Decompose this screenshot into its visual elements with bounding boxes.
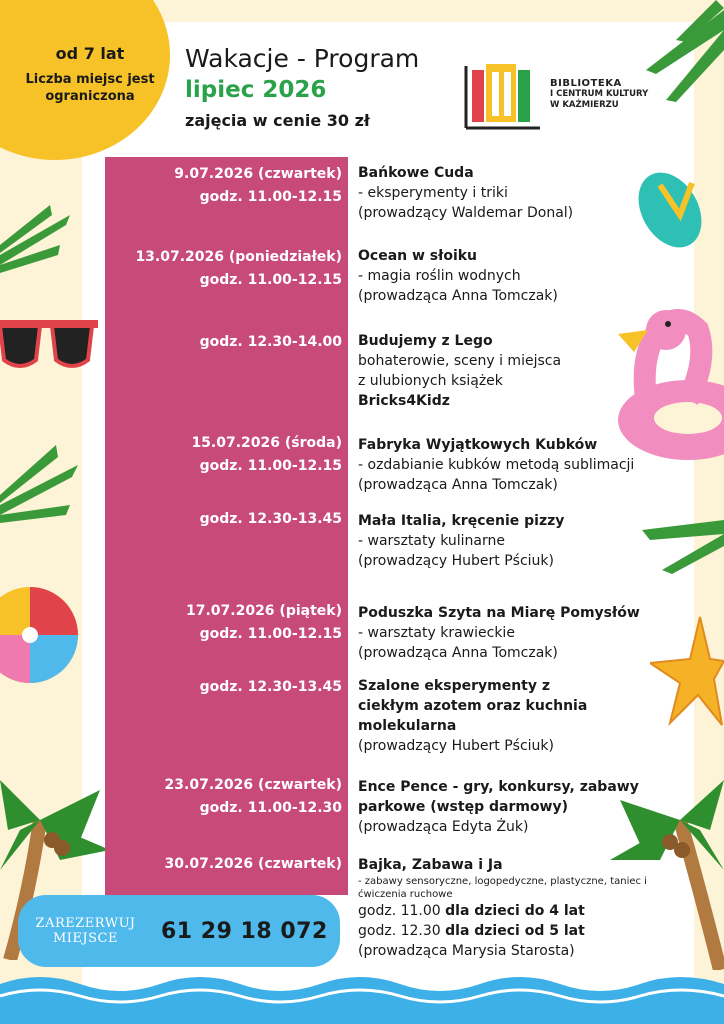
library-logo bbox=[462, 58, 648, 130]
event-date: godz. 12.30-13.45 bbox=[199, 511, 342, 527]
event-title: Budujemy z Lego bbox=[358, 333, 493, 349]
event-title: Szalone eksperymenty z ciekłym azotem oraz kuchnia molekularna bbox=[358, 678, 588, 734]
event-date: godz. 12.30-14.00 bbox=[199, 334, 342, 350]
event-title: Poduszka Szyta na Miarę Pomysłów bbox=[358, 605, 640, 621]
palm-leaf-icon bbox=[0, 445, 78, 545]
month-subtitle: lipiec 2026 bbox=[185, 77, 327, 103]
event-title: Bajka, Zabawa i Ja bbox=[358, 857, 503, 873]
library-name: BIBLIOTEKA I CENTRUM KULTURY W KAŹMIERZU bbox=[550, 77, 649, 110]
event-date: 17.07.2026 (piątek) godz. 11.00-12.15 bbox=[185, 603, 342, 642]
event-title: Bańkowe Cuda bbox=[358, 165, 474, 181]
water-wave-icon bbox=[0, 970, 724, 1024]
event-details: Ence Pence - gry, konkursy, zabawy parkowe (wstęp darmowy) (prowadząca Edyta Żuk) bbox=[358, 777, 673, 837]
palm-leaf-icon bbox=[636, 0, 724, 120]
event-title: Fabryka Wyjątkowych Kubków bbox=[358, 437, 598, 453]
event-details: Fabryka Wyjątkowych Kubków - ozdabianie kubków metodą sublimacji (prowadząca Anna Tomczak) bbox=[358, 435, 678, 495]
page-title: Wakacje - Program bbox=[185, 44, 420, 73]
event-title: Mała Italia, kręcenie pizzy bbox=[358, 513, 565, 529]
event-details: Bajka, Zabawa i Ja - zabawy sensoryczne, logopedyczne, plastyczne, taniec i ćwiczenia ruchowe godz. 11.00 dla dzieci do 4 lat godz. 12.30 dla dzieci od 5 lat (prowadząca Marysia Starosta) bbox=[358, 855, 658, 961]
event-details: Ocean w słoiku - magia roślin wodnych (prowadząca Anna Tomczak) bbox=[358, 246, 678, 306]
event-date: 9.07.2026 (czwartek) godz. 11.00-12.15 bbox=[174, 166, 342, 205]
limited-places-note: Liczba miejsc jest ograniczona bbox=[25, 72, 155, 104]
library-building-icon bbox=[462, 58, 544, 130]
event-date: 15.07.2026 (środa) godz. 11.00-12.15 bbox=[191, 435, 342, 474]
event-date: 23.07.2026 (czwartek) godz. 11.00-12.30 bbox=[164, 777, 342, 816]
event-title: Ence Pence - gry, konkursy, zabawy parkowe (wstęp darmowy) bbox=[358, 779, 639, 815]
price-note: zajęcia w cenie 30 zł bbox=[185, 111, 370, 130]
sunglasses-icon bbox=[0, 312, 98, 372]
palm-leaf-icon bbox=[0, 205, 70, 295]
event-title: Ocean w słoiku bbox=[358, 248, 478, 264]
event-date: 13.07.2026 (poniedziałek) godz. 11.00-12.15 bbox=[135, 249, 342, 288]
beach-ball-icon bbox=[0, 585, 82, 685]
age-label: od 7 lat bbox=[55, 44, 125, 63]
phone-number[interactable]: 61 29 18 072 bbox=[161, 918, 328, 944]
event-date: 30.07.2026 (czwartek) bbox=[164, 856, 342, 872]
event-details: Mała Italia, kręcenie pizzy - warsztaty kulinarne (prowadzący Hubert Pściuk) bbox=[358, 511, 678, 571]
event-details: Bańkowe Cuda - eksperymenty i triki (prowadzący Waldemar Donal) bbox=[358, 163, 678, 223]
event-details: Szalone eksperymenty z ciekłym azotem oraz kuchnia molekularna (prowadzący Hubert Pściuk) bbox=[358, 676, 598, 756]
event-details: Poduszka Szyta na Miarę Pomysłów - warsztaty krawieckie (prowadząca Anna Tomczak) bbox=[358, 603, 678, 663]
event-date: godz. 12.30-13.45 bbox=[199, 679, 342, 695]
organizer-label: Bricks4Kidz bbox=[358, 393, 450, 409]
event-details: Budujemy z Lego bohaterowie, sceny i miejsca z ulubionych książek Bricks4Kidz bbox=[358, 331, 678, 411]
poster-header bbox=[185, 44, 419, 130]
reserve-button[interactable] bbox=[18, 895, 340, 967]
reserve-label: ZAREZERWUJ MIEJSCE bbox=[35, 916, 136, 946]
age-badge bbox=[10, 44, 170, 105]
